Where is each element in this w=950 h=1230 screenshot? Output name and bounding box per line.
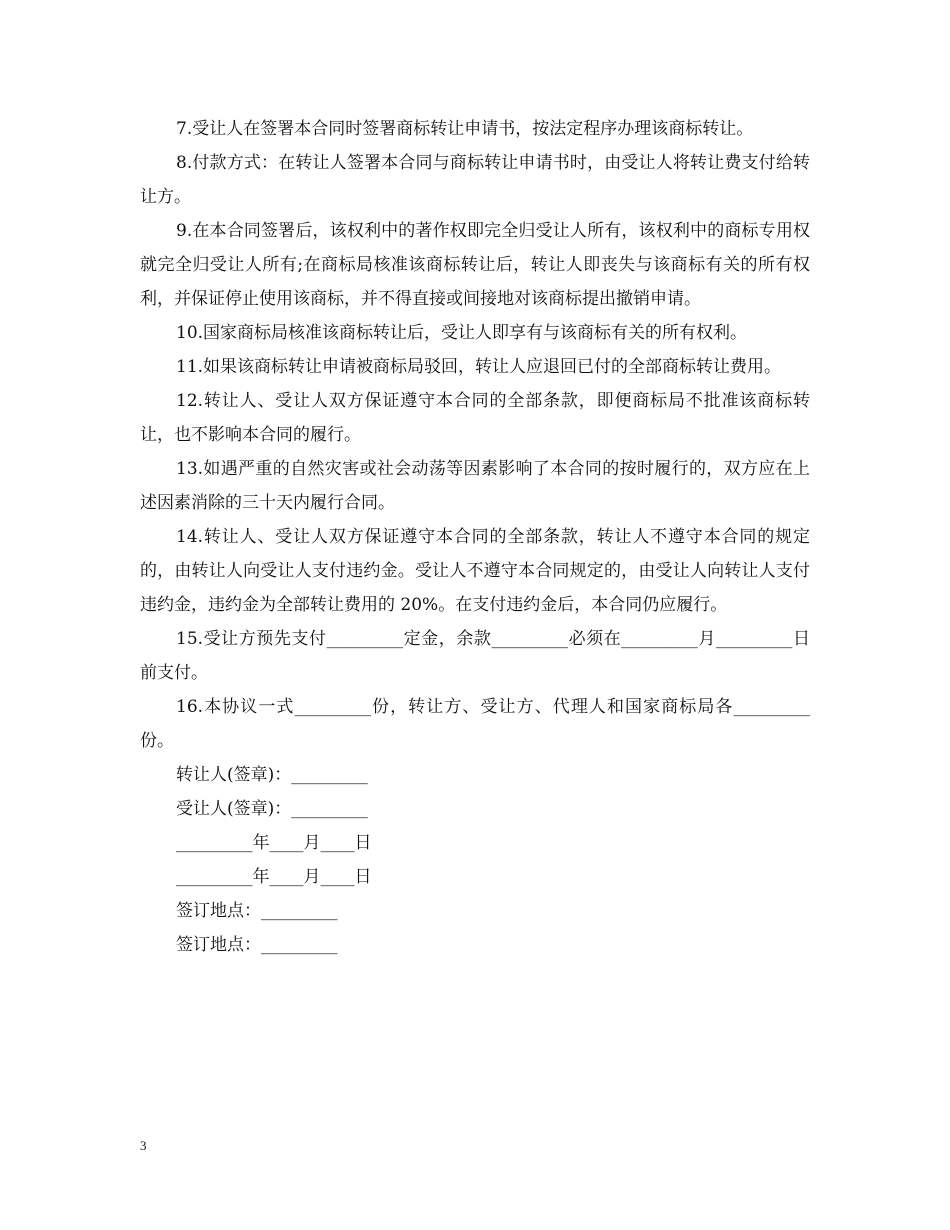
document-body	[140, 112, 810, 962]
clause-11: 11.如果该商标转让申请被商标局驳回，转让人应退回已付的全部商标转让费用。	[176, 357, 782, 377]
clause-16: 16.本协议一式_________份，转让方、受让方、代理人和国家商标局各_________份。	[140, 697, 810, 751]
clause-8: 8.付款方式：在转让人签署本合同与商标转让申请书时，由受让人将转让费支付给转让方。	[140, 153, 810, 207]
signature-block	[140, 758, 810, 962]
clause-12: 12.转让人、受让人双方保证遵守本合同的全部条款，即便商标局不批准该商标转让，也不影响本合同的履行。	[140, 391, 810, 445]
clause-10: 10.国家商标局核准该商标转让后，受让人即享有与该商标有关的所有权利。	[176, 323, 748, 343]
transferor-signature-line: 转让人(签章)：_________	[176, 765, 368, 785]
date-line: _________年____月____日	[176, 833, 372, 853]
transferee-signature-line: 受让人(签章)：_________	[176, 799, 368, 819]
clause-14: 14.转让人、受让人双方保证遵守本合同的全部条款，转让人不遵守本合同的规定的，由转让人向受让人支付违约金。受让人不遵守本合同规定的，由受让人向转让人支付违约金，违约金为全部转让费用的 20%。在支付违约金后，本合同仍应履行。	[140, 527, 810, 615]
clause-9: 9.在本合同签署后，该权利中的著作权即完全归受让人所有，该权利中的商标专用权就完全归受让人所有;在商标局核准该商标转让后，转让人即丧失与该商标有关的所有权利，并保证停止使用该商标，并不得直接或间接地对该商标提出撤销申请。	[140, 221, 810, 309]
page-number: 3	[140, 1138, 147, 1153]
clause-7: 7.受让人在签署本合同时签署商标转让申请书，按法定程序办理该商标转让。	[176, 119, 754, 139]
clause-13: 13.如遇严重的自然灾害或社会动荡等因素影响了本合同的按时履行的，双方应在上述因素消除的三十天内履行合同。	[140, 459, 810, 513]
signing-place-line: 签订地点：_________	[176, 935, 338, 955]
date-line: _________年____月____日	[176, 867, 372, 887]
signing-place-line: 签订地点：_________	[176, 901, 338, 921]
clause-15: 15.受让方预先支付_________定金，余款_________必须在_________月_________日前支付。	[140, 629, 810, 683]
